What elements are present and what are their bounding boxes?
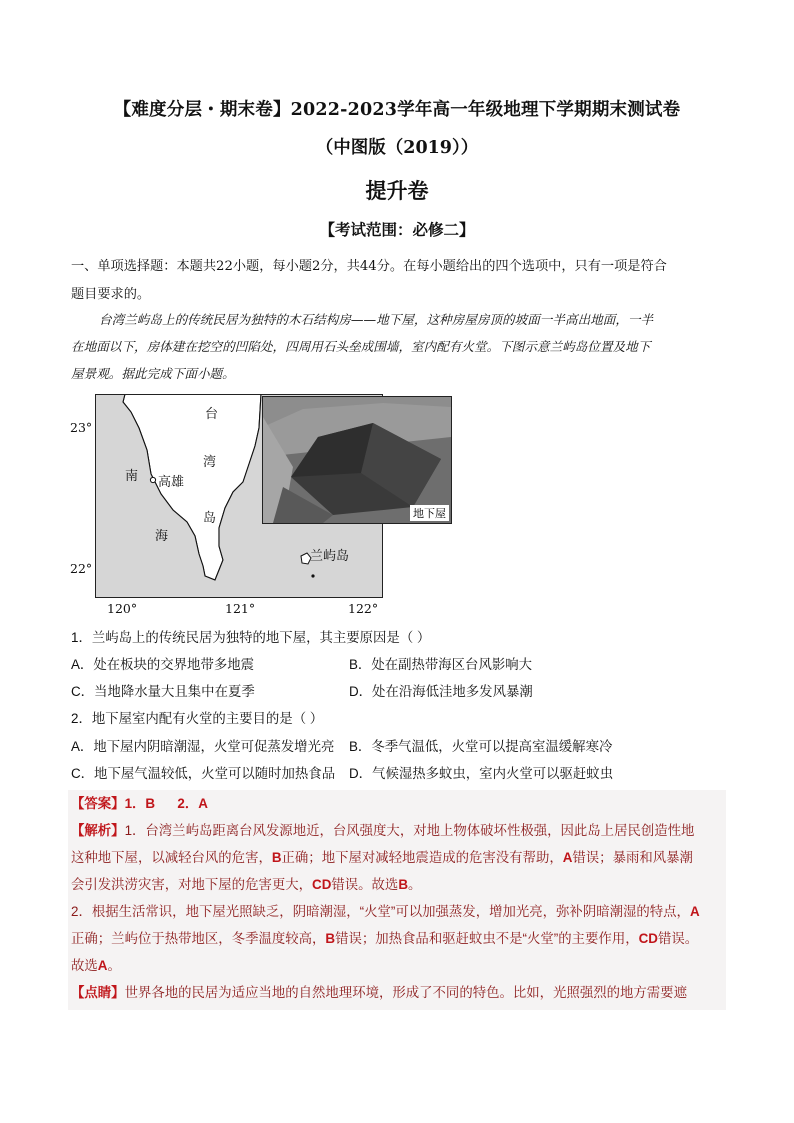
question-1-option-b: B．处在副热带海区台风影响大 (349, 657, 533, 672)
analysis-text: 正确；地下屋对减轻地震造成的危害没有帮助， (281, 850, 563, 865)
analysis-option: B (398, 877, 408, 892)
analysis-line (71, 898, 727, 925)
paper-edition: （中图版（2019）） (315, 138, 479, 158)
analysis-line (71, 871, 727, 898)
answer-tag: 【答案】 (71, 796, 125, 811)
map-label-tai: 台 (205, 407, 219, 422)
section-instruction (71, 253, 726, 309)
comment-line (71, 979, 727, 1006)
instruction-line: 题目要求的。 (71, 287, 151, 302)
map-label-dao: 岛 (203, 511, 217, 526)
analysis-option: A (562, 850, 573, 865)
lat-label-22: 22° (70, 561, 93, 576)
question-1-stem: 1．兰屿岛上的传统民居为独特的地下屋，其主要原因是（ ） (71, 630, 431, 645)
question-2-option-d: D．气候湿热多蚊虫，室内火堂可以驱赶蚊虫 (349, 766, 614, 781)
instruction-line: 一、单项选择题：本题共22小题，每小题2分，共44分。在每小题给出的四个选项中，只有一项是符合 (71, 259, 667, 274)
analysis-text: 会引发洪涝灾害，对地下屋的危害更大， (71, 877, 313, 892)
analysis-text: 错误；暴雨和风暴潮 (572, 850, 693, 865)
question-2-stem: 2．地下屋室内配有火堂的主要目的是（ ） (71, 711, 324, 726)
question-intro (71, 306, 726, 387)
lat-label-23: 23° (70, 420, 93, 435)
photo-caption: 地下屋 (410, 505, 449, 521)
map-label-gaoxiong: 高雄 (158, 475, 185, 490)
analysis-line (71, 952, 727, 979)
question-1-option-d: D．处在沿海低洼地多发风暴潮 (349, 684, 533, 699)
analysis-line (71, 844, 727, 871)
map-label-hai: 海 (155, 529, 169, 544)
answer-text: 1．B 2．A (124, 796, 208, 811)
analysis-line (71, 817, 727, 844)
lon-label-122: 122° (348, 601, 379, 616)
analysis-text: 错误。故选 (331, 877, 399, 892)
lon-label-121: 121° (225, 601, 256, 616)
analysis-option: B (271, 850, 282, 865)
analysis-text: 这种地下屋，以减轻台风的危害， (71, 850, 272, 865)
analysis-tag: 【解析】 (71, 823, 125, 838)
analysis-option: B (325, 931, 336, 946)
comment-text: 世界各地的民居为适应当地的自然地理环境，形成了不同的特色。比如，光照强烈的地方需要遮 (124, 985, 687, 1000)
analysis-text: 2．根据生活常识，地下屋光照缺乏，阴暗潮湿，“火堂”可以加强蒸发，增加光亮，弥补阴暗潮湿的特点， (71, 904, 690, 919)
underground-house-photo (262, 396, 452, 524)
comment-tag: 【点睛】 (71, 985, 125, 1000)
intro-line: 在地面以下，房体建在挖空的凹陷处，四周用石头垒成围墙，室内配有火堂。下图示意兰屿岛位置及地下 (71, 339, 651, 354)
answer-line (71, 790, 727, 817)
analysis-text: 错误；加热食品和驱赶蚊虫不是“火堂”的主要作用， (335, 931, 639, 946)
paper-title: 【难度分层・期末卷】2022-2023学年高一年级地理下学期期末测试卷 (113, 100, 681, 120)
map-label-wan: 湾 (203, 455, 217, 470)
small-islet-dot (311, 574, 314, 577)
question-2-option-c: C．地下屋气温较低，火堂可以随时加热食品 (71, 766, 336, 781)
intro-line: 屋景观。据此完成下面小题。 (71, 366, 235, 381)
analysis-text: 故选 (71, 958, 98, 973)
analysis-text: 。 (408, 877, 422, 892)
analysis-text: 。 (107, 958, 121, 973)
question-1-option-a: A．处在板块的交界地带多地震 (71, 657, 255, 672)
map-label-lanyu: 兰屿岛 (310, 549, 350, 564)
question-2-option-a: A．地下屋内阴暗潮湿，火堂可促蒸发增光亮 (71, 739, 335, 754)
exam-scope: 【考试范围：必修二】 (319, 220, 475, 239)
kaohsiung-dot (150, 477, 155, 482)
lon-label-120: 120° (107, 601, 138, 616)
question-1-option-c: C．当地降水量大且集中在夏季 (71, 684, 255, 699)
analysis-option: CD (312, 877, 332, 892)
intro-line: 台湾兰屿岛上的传统民居为独特的木石结构房——地下屋，这种房屋房顶的坡面一半高出地面，一半 (99, 312, 654, 327)
analysis-text: 1．台湾兰屿岛距离台风发源地近，台风强度大，对地上物体破坏性极强，因此岛上居民创造性地 (124, 823, 695, 838)
paper-level: 提升卷 (365, 178, 429, 203)
analysis-option: CD (638, 931, 658, 946)
analysis-text: 错误。 (657, 931, 699, 946)
analysis-option: A (97, 958, 108, 973)
analysis-option: A (689, 904, 700, 919)
question-2-option-b: B．冬季气温低，火堂可以提高室温缓解寒冷 (349, 739, 613, 754)
analysis-line (71, 925, 727, 952)
map-label-nan: 南 (125, 469, 139, 484)
analysis-text: 正确；兰屿位于热带地区，冬季温度较高， (71, 931, 326, 946)
